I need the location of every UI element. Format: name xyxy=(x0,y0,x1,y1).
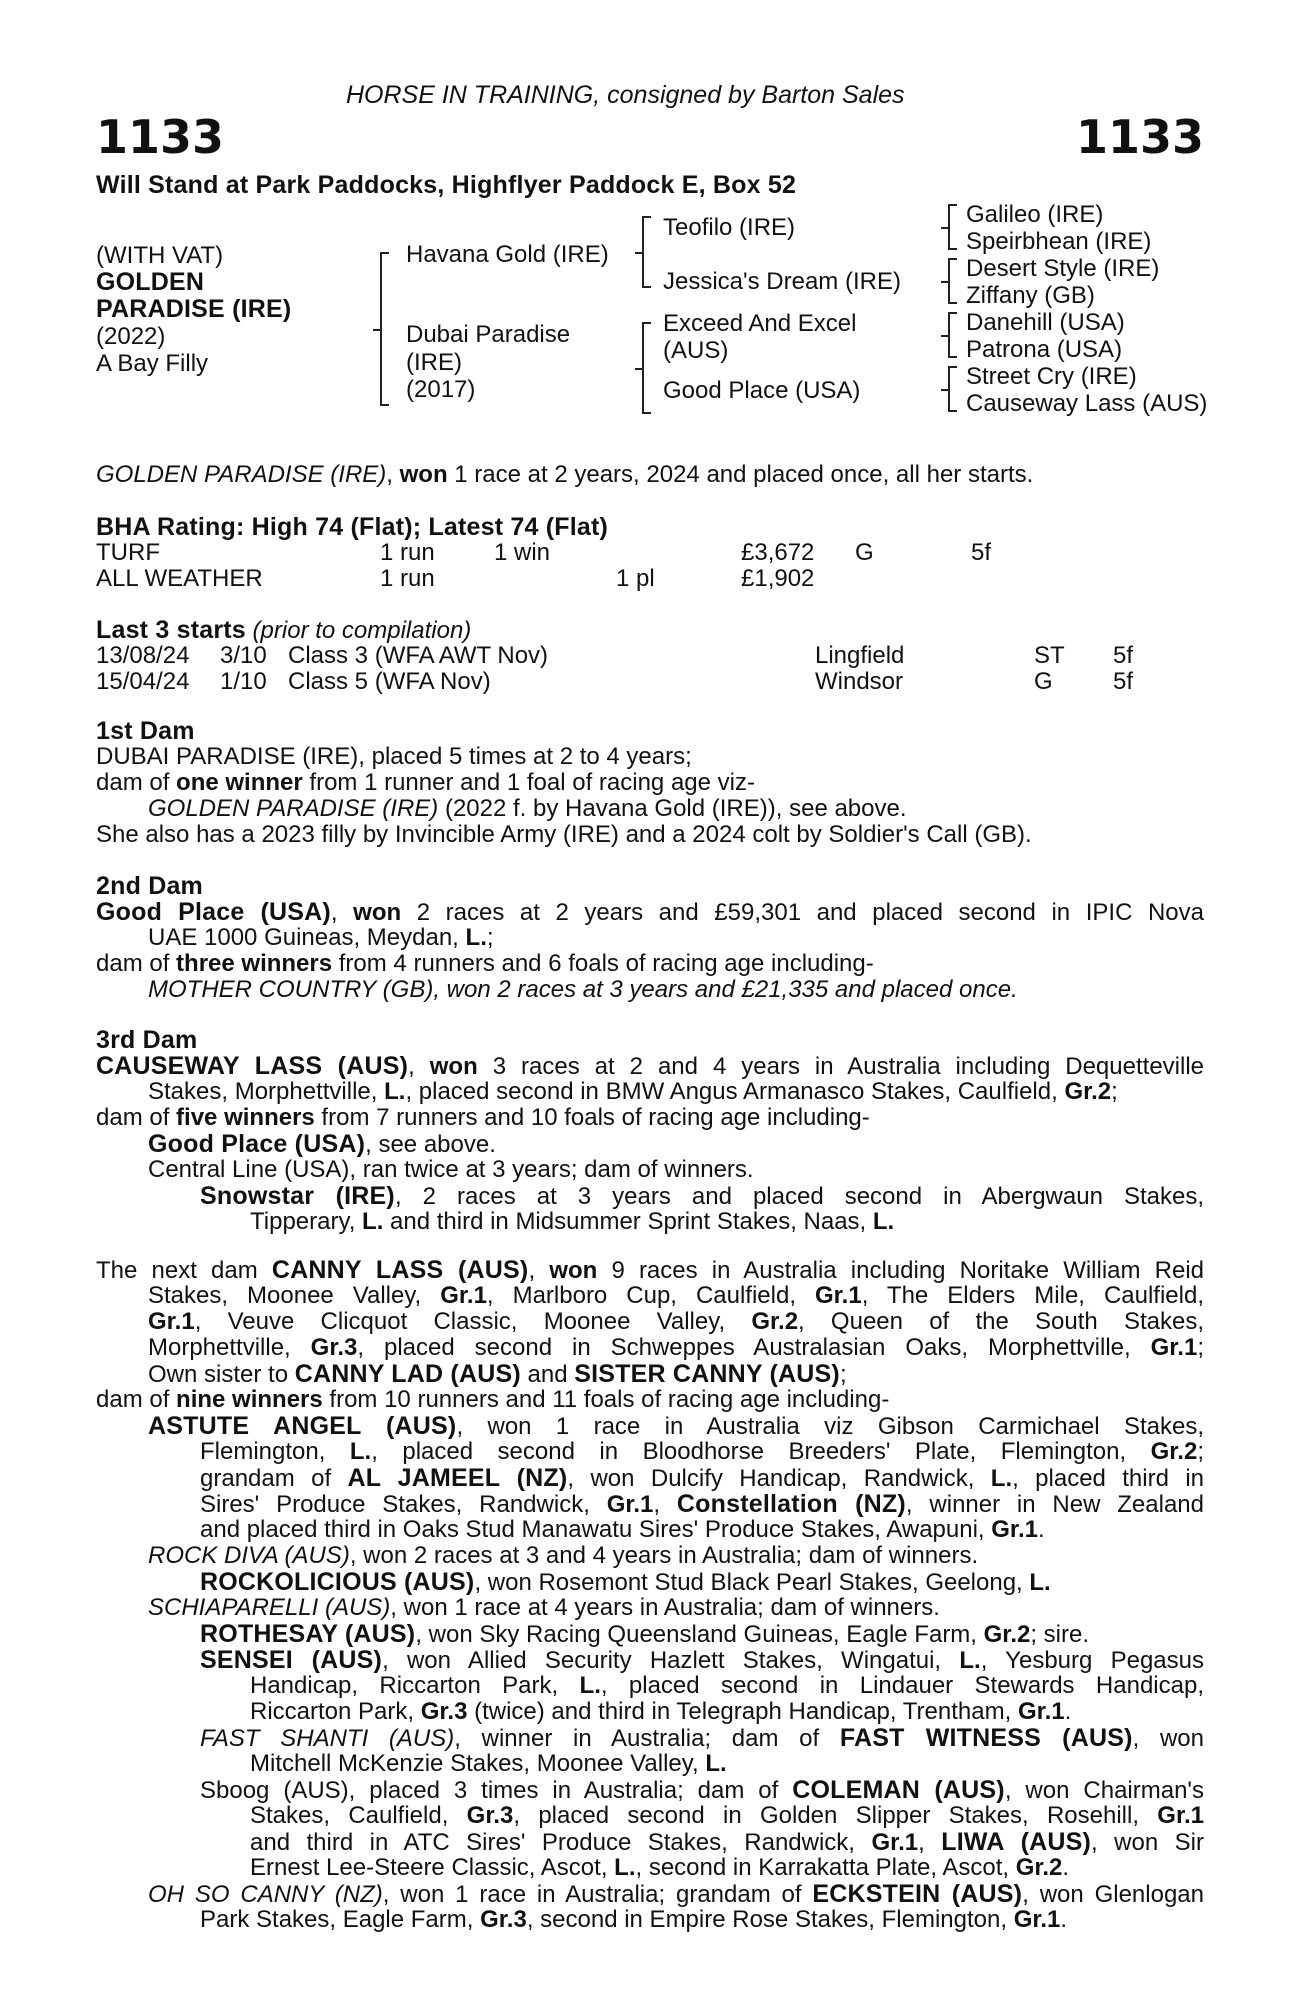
pedigree-dam-dam: Good Place (USA) xyxy=(663,377,861,404)
catalogue-page: HORSE IN TRAINING, consigned by Barton Sales 1133 1133 Will Stand at Park Paddocks, Highflyer Paddock E, Box 52 (WITH VAT) GOLDEN PARADISE (IRE) (2022) A Bay Filly Havana Gold (IRE) Dubai Paradise (IRE) (2017) Teofilo (IRE) Jessica's Dream (IRE) Exceed And Excel (AUS) Good Place (USA) Galileo (IRE) Speirbhean (IRE) Desert Style (IRE) Ziffany (GB) Danehill (USA) Patrona (USA) Street Cry (IRE) Causeway Lass (AUS) GOLDEN PARADISE (IRE), won 1 race at 2 years, 2024 and placed once, all her starts. BHA Rating: High 74 (Flat); Latest 74 (Flat) TURF 1 run 1 win £3,672 G 5f ALL WEATHER 1 run 1 pl £1,902 Last 3 starts (prior to compilation) 13/08/24 3/10 Class 3 (WFA AWT Nov) Lingfield ST 5f 15/04/24 1/10 Class 5 (WFA Nov) Windsor G 5f 1st Dam DUBAI PARADISE (IRE), placed 5 times at 2 to 4 years; dam of one winner from 1 runner and 1 foal of racing age viz- GOLDEN PARADISE (IRE) (2022 f. by Havana Gold (IRE)), see above. She also has a 2023 filly by Invincible Army (IRE) and a 2024 colt by Soldier's Call (GB). 2nd Dam Good Place (USA), won 2 races at 2 years and £59,301 and placed second in IPIC Nova UAE 1000 Guineas, Meydan, L.; dam of three winners from 4 runners and 6 foals of racing age including- MOTHER COUNTRY (GB), won 2 races at 3 years and £21,335 and placed once. 3rd Dam CAUSEWAY LASS (AUS), won 3 races at 2 and 4 years in Australia including Dequetteville Stakes, Morphettville, L., placed second in BMW Angus Armanasco Stakes, Caulfield, Gr.2; dam of five winners from 7 runners and 10 foals of racing age including- Good Place (USA), see above. Central Line (USA), ran twice at 3 years; dam of winners. Snowstar (IRE), 2 races at 3 years and placed second in Abergwaun Stakes, Tipperary, L. and third in Midsummer Sprint Stakes, Naas, L. The next dam CANNY LASS (AUS), won 9 races in Australia including Noritake William Reid Stakes, Moonee Valley, Gr.1, Marlboro Cup, Caulfield, Gr.1, The Elders Mile, Caulfield, Gr.1, Veuve Clicquot Classic, Moonee Valley, Gr.2, Queen of the South Stakes, Morphettville, Gr.3, placed second in Schweppes Australasian Oaks, Morphettville, Gr.1; Own sister to CANNY LAD (AUS) and SISTER CANNY (AUS); dam of nine winners from 10 runners and 11 foals of racing age including- ASTUTE ANGEL (AUS), won 1 race in Australia viz Gibson Carmichael Stakes, Flemington, L., placed second in Bloodhorse Breeders' Plate, Flemington, Gr.2; grandam of AL JAMEEL (NZ), won Dulcify Handicap, Randwick, L., placed third in Sires' Produce Stakes, Randwick, Gr.1, Constellation (NZ), winner in New Zealand and placed third in Oaks Stud Manawatu Sires' Produce Stakes, Awapuni, Gr.1. ROCK DIVA (AUS), won 2 races at 3 and 4 years in Australia; dam of winners. ROCKOLICIOUS (AUS), won Rosemont Stud Black Pearl Stakes, Geelong, L. SCHIAPARELLI (AUS), won 1 race at 4 years in Australia; dam of winners. ROTHESAY (AUS), won Sky Racing Queensland Guineas, Eagle Farm, Gr.2; sire. SENSEI (AUS), won Allied Security Hazlett Stakes, Wingatui, L., Yesburg Pegasus Handicap, Riccarton Park, L., placed second in Lindauer Stewards Handicap, Riccarton Park, Gr.3 (twice) and third in Telegraph Handicap, Trentham, Gr.1. FAST SHANTI (AUS), winner in Australia; dam of FAST WITNESS (AUS), won Mitchell McKenzie Stakes, Moonee Valley, L. Sboog (AUS), placed 3 times in Australia; dam of COLEMAN (AUS), won Chairman's Stakes, Caulfield, Gr.3, placed second in Golden Slipper Stakes, Rosehill, Gr.1 and third in ATC Sires' Produce Stakes, Randwick, Gr.1, LIWA (AUS), won Sir Ernest Lee-Steere Classic, Ascot, L., second in Karrakatta Plate, Ascot, Gr.2. OH SO CANNY (NZ), won 1 race in Australia; grandam of ECKSTEIN (AUS), won Glenlogan Park Stakes, Eagle Farm, Gr.3, second in Empire Rose Stakes, Flemington, Gr.1. xyxy=(96,81,1208,1933)
lot-number-left: 1133 xyxy=(96,110,225,164)
stabling-location: Will Stand at Park Paddocks, Highflyer Paddock E, Box 52 xyxy=(96,171,797,199)
pedigree-dam-sire-line1: Exceed And Excel xyxy=(663,310,857,337)
pedigree-dam-line2: (IRE) xyxy=(406,349,462,376)
pedigree-dam-sire-line2: (AUS) xyxy=(663,337,729,364)
horse-year: (2022) xyxy=(96,323,166,350)
next-dam-section: The next dam CANNY LASS (AUS), won 9 races in Australia including Noritake William Reid Stakes, Moonee Valley, Gr.1, Marlboro Cup, Caulfield, Gr.1, The Elders Mile, Caulfield, Gr.1, Veuve Clicquot Classic, Moonee Valley, Gr.2, Queen of the South Stakes, Morphettville, Gr.3, placed second in Schweppes Australasian Oaks, Morphettville, Gr.1; Own sister to CANNY LAD (AUS) and SISTER CANNY (AUS); dam of nine winners from 10 runners and 11 foals of racing age including- ASTUTE ANGEL (AUS), won 1 race in Australia viz Gibson Carmichael Stakes, Flemington, L., placed second in Bloodhorse Breeders' Plate, Flemington, Gr.2; grandam of AL JAMEEL (NZ), won Dulcify Handicap, Randwick, L., placed third in Sires' Produce Stakes, Randwick, Gr.1, Constellation (NZ), winner in New Zealand and placed third in Oaks Stud Manawatu Sires' Produce Stakes, Awapuni, Gr.1. ROCK DIVA (AUS), won 2 races at 3 and 4 years in Australia; dam of winners. ROCKOLICIOUS (AUS), won Rosemont Stud Black Pearl Stakes, Geelong, L. SCHIAPARELLI (AUS), won 1 race at 4 years in Australia; dam of winners. ROTHESAY (AUS), won Sky Racing Queensland Guineas, Eagle Farm, Gr.2; sire. SENSEI (AUS), won Allied Security Hazlett Stakes, Wingatui, L., Yesburg Pegasus Handicap, Riccarton Park, L., placed second in Lindauer Stewards Handicap, Riccarton Park, Gr.3 (twice) and third in Telegraph Handicap, Trentham, Gr.1. FAST SHANTI (AUS), winner in Australia; dam of FAST WITNESS (AUS), won Mitchell McKenzie Stakes, Moonee Valley, L. Sboog (AUS), placed 3 times in Australia; dam of COLEMAN (AUS), won Chairman's Stakes, Caulfield, Gr.3, placed second in Golden Slipper Stakes, Rosehill, Gr.1 and third in ATC Sires' Produce Stakes, Randwick, Gr.1, LIWA (AUS), won Sir Ernest Lee-Steere Classic, Ascot, L., second in Karrakatta Plate, Ascot, Gr.2. OH SO CANNY (NZ), won 1 race in Australia; grandam of ECKSTEIN (AUS), won Glenlogan Park Stakes, Eagle Farm, Gr.3, second in Empire Rose Stakes, Flemington, Gr.1. xyxy=(96,1256,1205,1933)
vat-note: (WITH VAT) xyxy=(96,242,224,269)
pedigree-brace xyxy=(948,312,957,358)
pedigree-sds: Desert Style (IRE) xyxy=(966,255,1160,282)
horse-name-line2: PARADISE (IRE) xyxy=(96,295,292,323)
third-dam-heading: 3rd Dam xyxy=(96,1026,198,1054)
pedigree-dss: Danehill (USA) xyxy=(966,309,1125,336)
pedigree-brace xyxy=(948,258,957,304)
horse-sex: A Bay Filly xyxy=(96,350,209,377)
pedigree-sss: Galileo (IRE) xyxy=(966,201,1104,228)
pedigree-sdd: Ziffany (GB) xyxy=(966,282,1095,309)
pedigree-brace xyxy=(642,322,651,414)
first-dam-section: 1st Dam DUBAI PARADISE (IRE), placed 5 times at 2 to 4 years; dam of one winner from 1 runner and 1 foal of racing age viz- GOLDEN PARADISE (IRE) (2022 f. by Havana Gold (IRE)), see above. She also has a 2023 filly by Invincible Army (IRE) and a 2024 colt by Soldier's Call (GB). xyxy=(96,718,1204,848)
pedigree-sire-sire: Teofilo (IRE) xyxy=(663,214,796,241)
pedigree-dsd: Patrona (USA) xyxy=(966,336,1123,363)
pedigree-dds: Street Cry (IRE) xyxy=(966,363,1137,390)
first-dam-heading: 1st Dam xyxy=(96,717,195,745)
pedigree-dam-line1: Dubai Paradise xyxy=(406,321,571,348)
last-starts-heading: Last 3 starts (prior to compilation) xyxy=(96,616,472,644)
pedigree-brace xyxy=(948,204,957,250)
second-dam-section: 2nd Dam Good Place (USA), won 2 races at 2 years and £59,301 and placed second in IPIC Nova UAE 1000 Guineas, Meydan, L.; dam of three winners from 4 runners and 6 foals of racing age including- MOTHER COUNTRY (GB), won 2 races at 3 years and £21,335 and placed once. xyxy=(96,872,1204,1003)
pedigree-brace xyxy=(380,252,389,406)
pedigree-dam-line3: (2017) xyxy=(406,376,476,403)
pedigree-brace xyxy=(948,366,957,412)
pedigree-sire-dam: Jessica's Dream (IRE) xyxy=(663,268,901,295)
pedigree-ddd: Causeway Lass (AUS) xyxy=(966,390,1208,417)
horse-name-line1: GOLDEN xyxy=(96,268,205,296)
lot-number-right: 1133 xyxy=(1075,110,1204,164)
second-dam-heading: 2nd Dam xyxy=(96,872,203,900)
pedigree-brace xyxy=(642,216,651,288)
race-summary: GOLDEN PARADISE (IRE), won 1 race at 2 years, 2024 and placed once, all her starts. xyxy=(96,461,1034,488)
pedigree-ssd: Speirbhean (IRE) xyxy=(966,228,1152,255)
consignor-subtitle: HORSE IN TRAINING, consigned by Barton Sales xyxy=(346,81,905,109)
bha-heading: BHA Rating: High 74 (Flat); Latest 74 (Flat) xyxy=(96,513,609,541)
pedigree-sire: Havana Gold (IRE) xyxy=(406,241,609,268)
third-dam-section: 3rd Dam CAUSEWAY LASS (AUS), won 3 races at 2 and 4 years in Australia including Dequetteville Stakes, Morphettville, L., placed second in BMW Angus Armanasco Stakes, Caulfield, Gr.2; dam of five winners from 7 runners and 10 foals of racing age including- Good Place (USA), see above. Central Line (USA), ran twice at 3 years; dam of winners. Snowstar (IRE), 2 races at 3 years and placed second in Abergwaun Stakes, Tipperary, L. and third in Midsummer Sprint Stakes, Naas, L. xyxy=(96,1026,1205,1235)
